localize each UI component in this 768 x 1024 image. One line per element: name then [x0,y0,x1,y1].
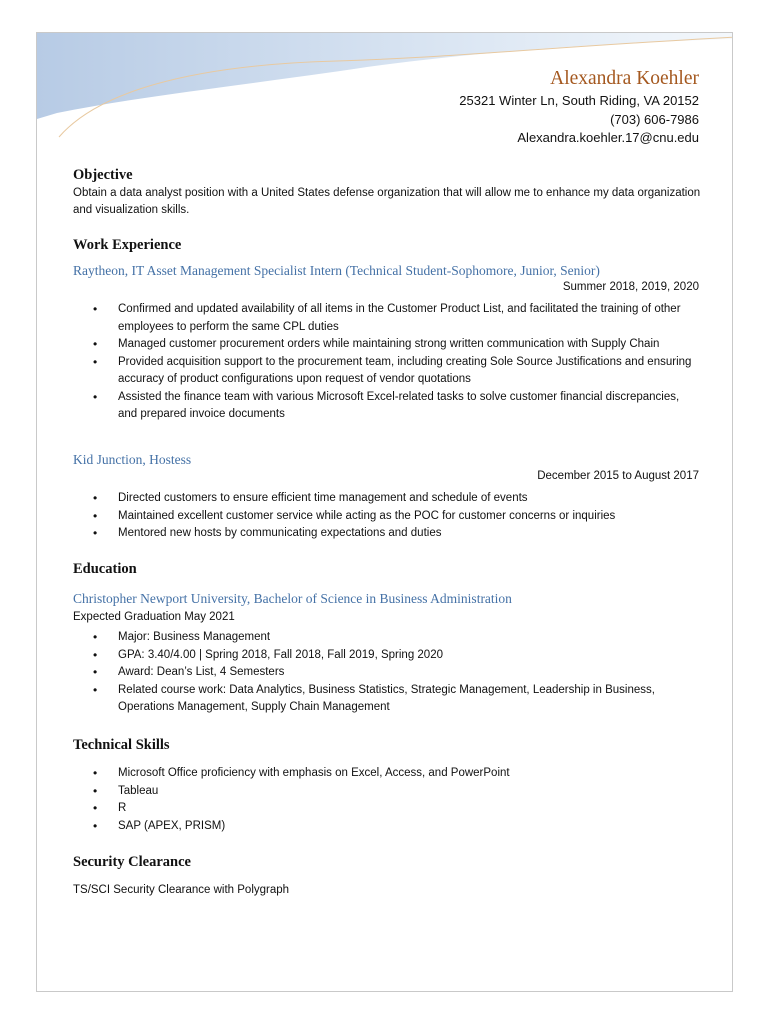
list-item: • Major: Business Management [73,629,701,647]
list-item: • SAP (APEX, PRISM) [73,818,701,836]
phone: (703) 606-7986 [610,112,699,127]
objective-text: Obtain a data analyst position with a United States defense organization that will allow me to enhance my data organization and visualization skills. [73,187,701,216]
list-item: • Tableau [73,783,701,801]
resume-page [36,32,733,992]
education-heading: Education [73,561,137,577]
list-item: • Award: Dean’s List, 4 Semesters [73,664,701,682]
school-degree: Christopher Newport University, Bachelor of Science in Business Administration [73,591,512,606]
list-item: • Provided acquisition support to the procurement team, including creating Sole Source Justifications and ensuring accuracy of product configurations upon request of vendor quotations [73,354,701,389]
list-item: • Maintained excellent customer service while acting as the POC for customer concerns or inquiries [73,508,701,526]
list-item: • Managed customer procurement orders while maintaining strong written communication with Supply Chain [73,336,701,354]
technical-skills-heading: Technical Skills [73,737,170,753]
candidate-name: Alexandra Koehler [550,68,699,89]
list-item: • Related course work: Data Analytics, Business Statistics, Strategic Management, Leadership in Business, Operations Management, Supply Chain Management [73,682,701,717]
job-dates-kid-junction: December 2015 to August 2017 [537,470,699,482]
security-clearance-text: TS/SCI Security Clearance with Polygraph [73,884,290,896]
address: 25321 Winter Ln, South Riding, VA 20152 [459,93,699,108]
skills-bullets [73,765,701,835]
email: Alexandra.koehler.17@cnu.edu [517,130,699,145]
job-bullets-raytheon [73,301,701,424]
job-bullets-kid-junction [73,490,701,543]
job-dates-raytheon: Summer 2018, 2019, 2020 [562,281,699,293]
list-item: • Assisted the finance team with various Microsoft Excel-related tasks to solve customer financial discrepancies, and prepared invoice documents [73,389,701,424]
list-item: • R [73,800,701,818]
list-item: • Directed customers to ensure efficient time management and schedule of events [73,490,701,508]
security-clearance-heading: Security Clearance [73,854,191,870]
list-item: • Mentored new hosts by communicating expectations and duties [73,525,701,543]
job-title-kid-junction: Kid Junction, Hostess [73,452,192,467]
list-item: • Confirmed and updated availability of all items in the Customer Product List, and facilitated the training of other employees to perform the same CPL duties [73,301,701,336]
education-bullets [73,629,701,717]
graduation-date: Expected Graduation May 2021 [73,611,235,623]
list-item: • GPA: 3.40/4.00 | Spring 2018, Fall 2018, Fall 2019, Spring 2020 [73,647,701,665]
objective-heading: Objective [73,167,133,183]
list-item: • Microsoft Office proficiency with emphasis on Excel, Access, and PowerPoint [73,765,701,783]
work-experience-heading: Work Experience [73,237,182,253]
job-title-raytheon: Raytheon, IT Asset Management Specialist Intern (Technical Student-Sophomore, Junior, Senior) [73,263,600,278]
